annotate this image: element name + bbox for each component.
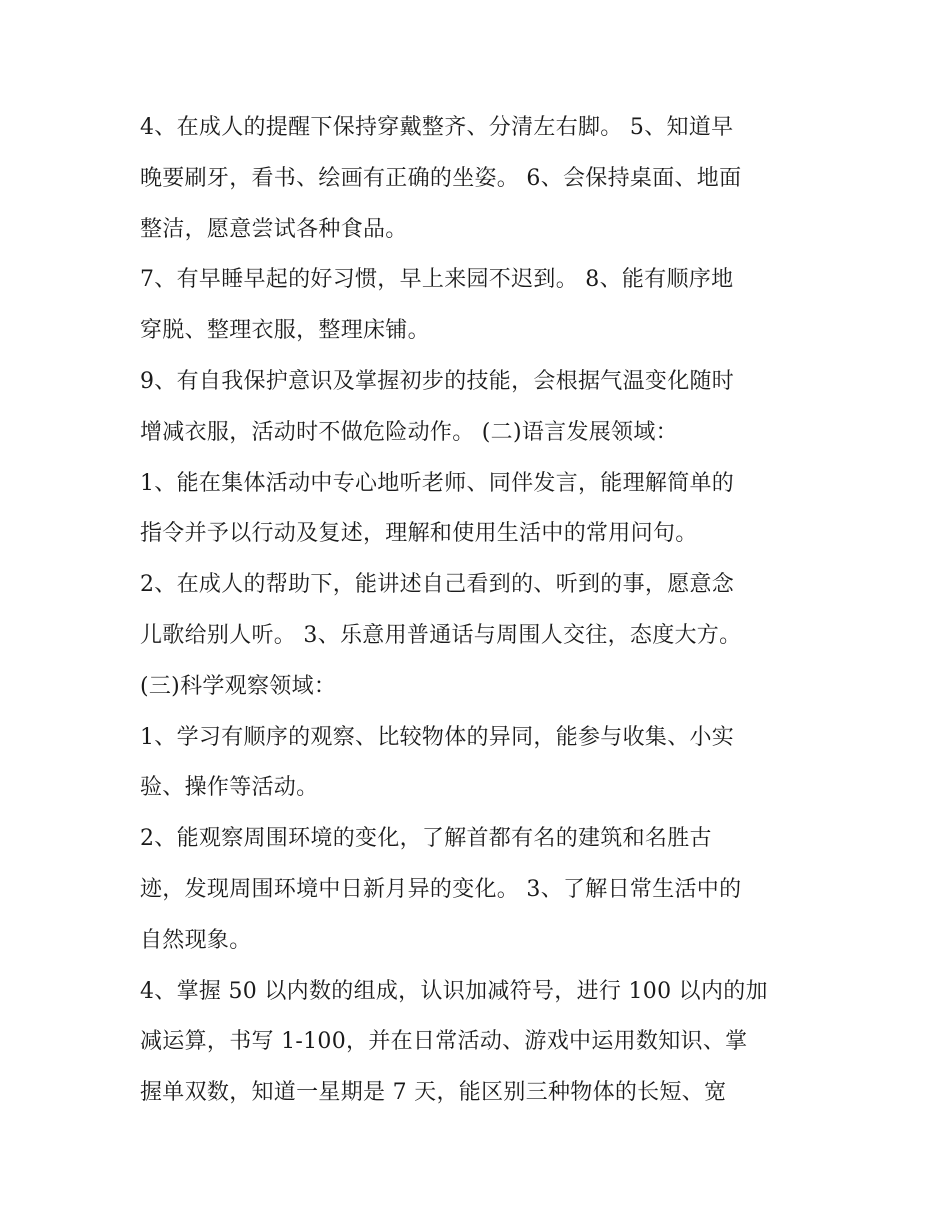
text-line: 整洁，愿意尝试各种食品。	[140, 216, 408, 242]
text-line: 2、能观察周围环境的变化，了解首都有名的建筑和名胜古	[140, 826, 712, 852]
text-line: 4、掌握 50 以内数的组成，认识加减符号，进行 100 以内的加	[140, 978, 768, 1004]
text-line: 1、学习有顺序的观察、比较物体的异同，能参与收集、小实	[140, 724, 735, 750]
text-line: 增减衣服，活动时不做危险动作。 (二)语言发展领域：	[140, 419, 678, 445]
text-line: 穿脱、整理衣服，整理床铺。	[140, 318, 430, 344]
text-line: 1、能在集体活动中专心地听老师、同伴发言，能理解简单的	[140, 470, 735, 496]
text-line: 减运算，书写 1-100，并在日常活动、游戏中运用数知识、掌	[140, 1029, 748, 1055]
text-line: 儿歌给别人听。 3、乐意用普通话与周围人交往，态度大方。	[140, 622, 742, 648]
text-line: 自然现象。	[140, 927, 252, 953]
text-line: 握单双数，知道一星期是 7 天，能区别三种物体的长短、宽	[140, 1080, 727, 1106]
text-line: 迹，发现周围环境中日新月异的变化。 3、了解日常生活中的	[140, 876, 742, 902]
text-line: 7、有早睡早起的好习惯，早上来园不迟到。 8、能有顺序地	[140, 267, 734, 293]
document-page	[140, 103, 820, 1119]
text-line: 4、在成人的提醒下保持穿戴整齐、分清左右脚。 5、知道早	[140, 115, 734, 140]
text-line: 2、在成人的帮助下，能讲述自己看到的、听到的事，愿意念	[140, 572, 735, 598]
text-line: 验、操作等活动。	[140, 775, 319, 801]
section-heading: (三)科学观察领域：	[140, 673, 337, 699]
text-line: 晚要刷牙，看书、绘画有正确的坐姿。 6、会保持桌面、地面	[140, 165, 742, 191]
text-line: 指令并予以行动及复述，理解和使用生活中的常用问句。	[140, 521, 698, 547]
text-line: 9、有自我保护意识及掌握初步的技能，会根据气温变化随时	[140, 368, 735, 394]
